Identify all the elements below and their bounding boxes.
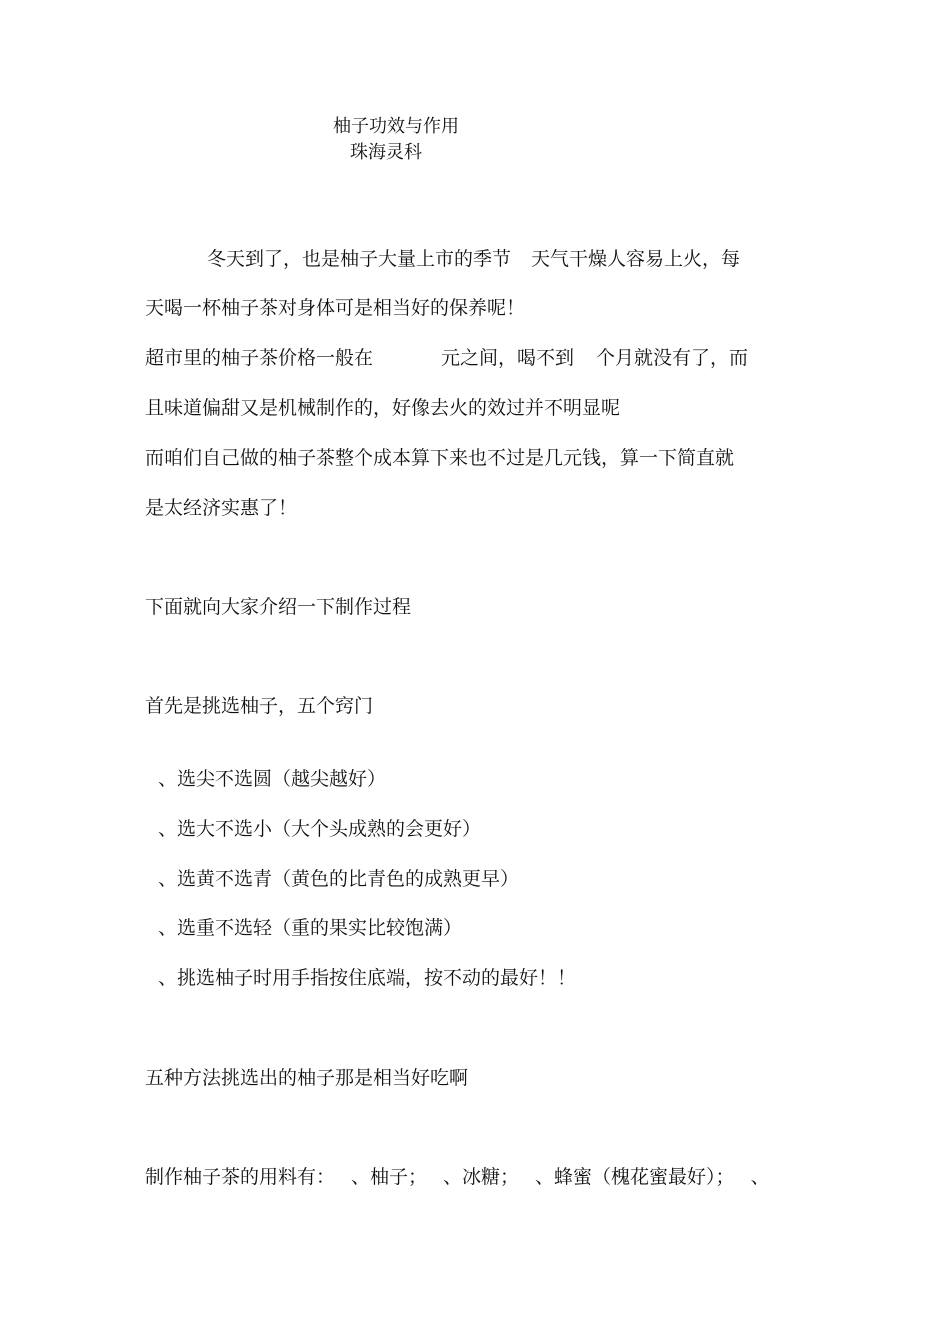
intro-line-4: 且味道偏甜又是机械制作的，好像去火的效过并不明显呢 bbox=[145, 397, 621, 419]
intro-line-1 bbox=[207, 246, 810, 272]
ingredients-label: 制作柚子茶的用料有： bbox=[145, 1166, 336, 1188]
intro-line-5: 而咱们自己做的柚子茶整个成本算下来也不过是几元钱，算一下简直就 bbox=[145, 447, 735, 469]
tip-item-5: 、挑选柚子时用手指按住底端，按不动的最好！！ bbox=[158, 967, 577, 989]
intro-line-1-part-a: 冬天到了，也是柚子大量上市的季节 bbox=[207, 248, 512, 270]
ingredient-item-3: 、蜂蜜（槐花蜜最好）； bbox=[535, 1166, 735, 1188]
ingredient-item-2: 、冰糖； bbox=[443, 1166, 520, 1188]
document-subtitle: 珠海灵科 bbox=[350, 142, 422, 163]
selection-heading: 首先是挑选柚子，五个窍门 bbox=[145, 695, 374, 717]
intro-line-3-part-b: 元之间，喝不到 bbox=[441, 347, 575, 369]
intro-line-3-part-c: 个月就没有了，而 bbox=[596, 347, 749, 369]
tip-item-1: 、选尖不选圆（越尖越好） bbox=[158, 768, 387, 790]
document-title: 柚子功效与作用 bbox=[333, 116, 459, 137]
intro-line-3-part-a: 超市里的柚子茶价格一般在 bbox=[145, 347, 374, 369]
intro-line-2: 天喝一杯柚子茶对身体可是相当好的保养呢！ bbox=[145, 297, 526, 319]
intro-line-1-part-b: 天气干燥人容易上火，每 bbox=[531, 248, 741, 270]
tip-item-3: 、选黄不选青（黄色的比青色的成熟更早） bbox=[158, 868, 520, 890]
ingredient-item-4: 、 bbox=[750, 1166, 770, 1188]
process-intro: 下面就向大家介绍一下制作过程 bbox=[145, 596, 412, 618]
intro-line-3 bbox=[145, 345, 810, 371]
tip-item-2: 、选大不选小（大个头成熟的会更好） bbox=[158, 818, 482, 840]
ingredients-line bbox=[145, 1164, 810, 1190]
ingredient-item-1: 、柚子； bbox=[351, 1166, 428, 1188]
summary-line: 五种方法挑选出的柚子那是相当好吃啊 bbox=[145, 1067, 469, 1089]
intro-line-6: 是太经济实惠了！ bbox=[145, 497, 298, 519]
tip-item-4: 、选重不选轻（重的果实比较饱满） bbox=[158, 917, 463, 939]
